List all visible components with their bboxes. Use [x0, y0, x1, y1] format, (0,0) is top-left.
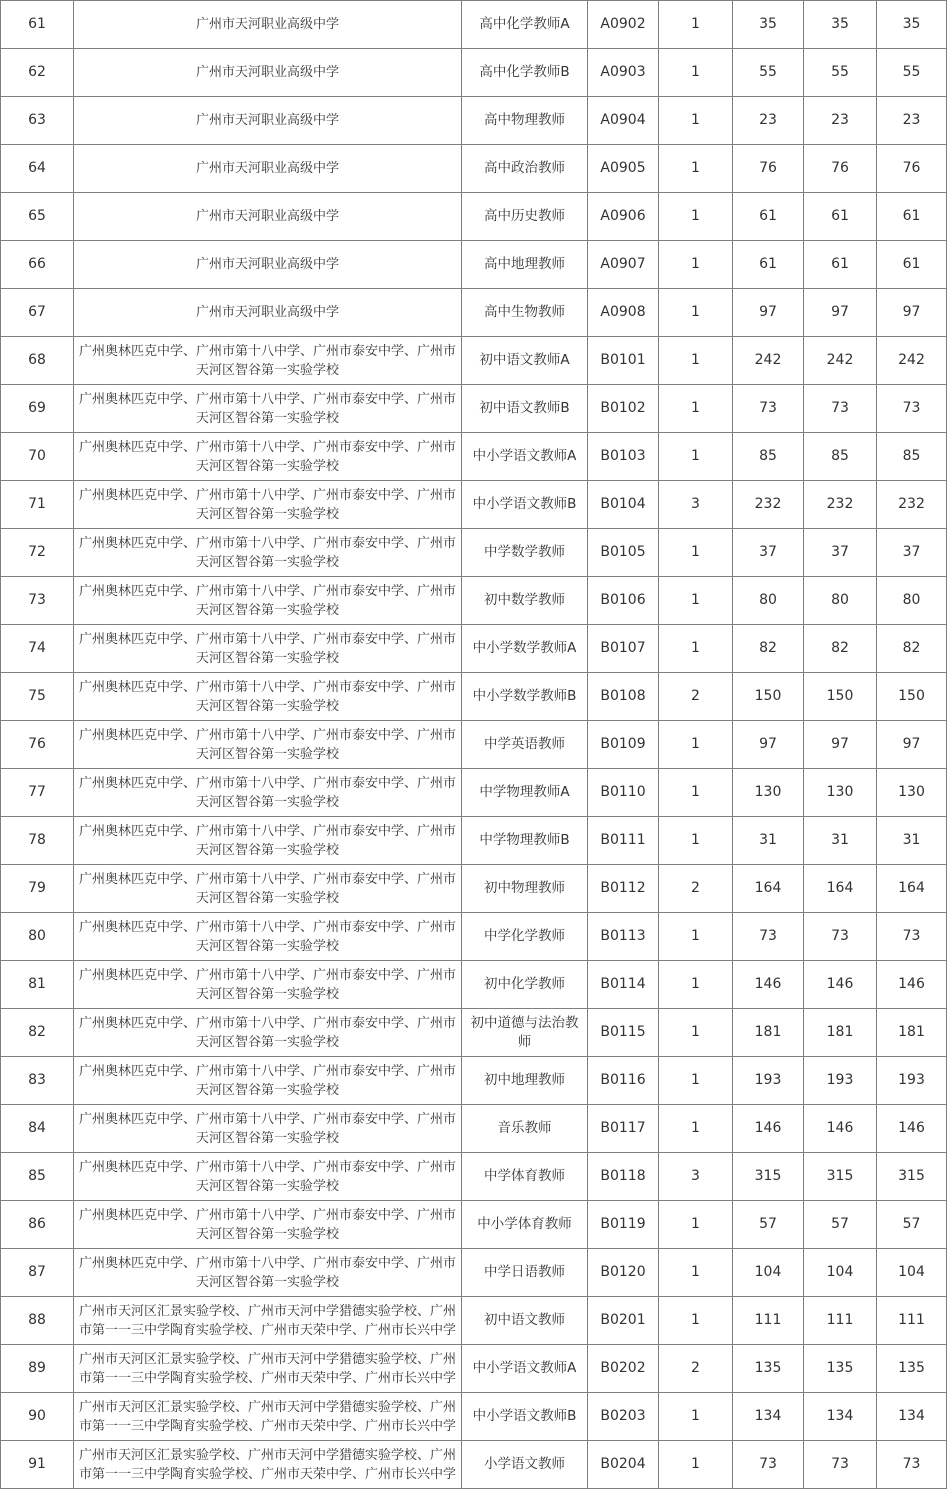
planned-count-cell: 1	[659, 1009, 733, 1057]
employer-unit-cell: 广州市天河职业高级中学	[74, 49, 462, 97]
count-column-1-cell: 23	[733, 97, 804, 145]
post-name-cell: 初中物理教师	[462, 865, 588, 913]
post-name-cell: 高中物理教师	[462, 97, 588, 145]
count-column-3-cell: 104	[877, 1249, 947, 1297]
post-code-cell: B0118	[588, 1153, 659, 1201]
post-name-cell: 高中化学教师B	[462, 49, 588, 97]
count-column-2-cell: 61	[804, 193, 877, 241]
post-name-cell: 中学数学教师	[462, 529, 588, 577]
post-code-cell: B0112	[588, 865, 659, 913]
count-column-2-cell: 181	[804, 1009, 877, 1057]
table-row	[1, 97, 947, 145]
post-code-cell: A0908	[588, 289, 659, 337]
count-column-3-cell: 164	[877, 865, 947, 913]
post-code-cell: A0905	[588, 145, 659, 193]
post-name-cell: 音乐教师	[462, 1105, 588, 1153]
count-column-1-cell: 146	[733, 961, 804, 1009]
post-code-cell: B0115	[588, 1009, 659, 1057]
count-column-2-cell: 85	[804, 433, 877, 481]
row-number-cell: 78	[1, 817, 74, 865]
count-column-2-cell: 193	[804, 1057, 877, 1105]
table-row	[1, 193, 947, 241]
count-column-2-cell: 146	[804, 961, 877, 1009]
count-column-2-cell: 76	[804, 145, 877, 193]
count-column-3-cell: 23	[877, 97, 947, 145]
planned-count-cell: 1	[659, 1249, 733, 1297]
count-column-3-cell: 76	[877, 145, 947, 193]
employer-unit-cell: 广州奥林匹克中学、广州市第十八中学、广州市泰安中学、广州市天河区智谷第一实验学校	[74, 769, 462, 817]
count-column-1-cell: 181	[733, 1009, 804, 1057]
post-code-cell: B0105	[588, 529, 659, 577]
row-number-cell: 63	[1, 97, 74, 145]
table-row	[1, 1297, 947, 1345]
row-number-cell: 88	[1, 1297, 74, 1345]
row-number-cell: 91	[1, 1441, 74, 1489]
planned-count-cell: 1	[659, 577, 733, 625]
table-row	[1, 1441, 947, 1489]
planned-count-cell: 2	[659, 673, 733, 721]
table-row	[1, 385, 947, 433]
table-row	[1, 577, 947, 625]
planned-count-cell: 1	[659, 769, 733, 817]
count-column-3-cell: 232	[877, 481, 947, 529]
post-code-cell: B0201	[588, 1297, 659, 1345]
planned-count-cell: 1	[659, 721, 733, 769]
count-column-1-cell: 76	[733, 145, 804, 193]
post-code-cell: B0108	[588, 673, 659, 721]
employer-unit-cell: 广州奥林匹克中学、广州市第十八中学、广州市泰安中学、广州市天河区智谷第一实验学校	[74, 1105, 462, 1153]
post-code-cell: A0904	[588, 97, 659, 145]
planned-count-cell: 3	[659, 1153, 733, 1201]
count-column-2-cell: 164	[804, 865, 877, 913]
post-name-cell: 中学英语教师	[462, 721, 588, 769]
row-number-cell: 69	[1, 385, 74, 433]
planned-count-cell: 1	[659, 529, 733, 577]
planned-count-cell: 1	[659, 1105, 733, 1153]
count-column-1-cell: 135	[733, 1345, 804, 1393]
table-row	[1, 1345, 947, 1393]
row-number-cell: 86	[1, 1201, 74, 1249]
planned-count-cell: 1	[659, 817, 733, 865]
count-column-1-cell: 31	[733, 817, 804, 865]
row-number-cell: 81	[1, 961, 74, 1009]
employer-unit-cell: 广州奥林匹克中学、广州市第十八中学、广州市泰安中学、广州市天河区智谷第一实验学校	[74, 481, 462, 529]
row-number-cell: 62	[1, 49, 74, 97]
employer-unit-cell: 广州市天河区汇景实验学校、广州市天河中学猎德实验学校、广州市第一一三中学陶育实验学校、广州市天荣中学、广州市长兴中学	[74, 1297, 462, 1345]
planned-count-cell: 1	[659, 433, 733, 481]
planned-count-cell: 3	[659, 481, 733, 529]
count-column-3-cell: 111	[877, 1297, 947, 1345]
post-name-cell: 中学体育教师	[462, 1153, 588, 1201]
count-column-1-cell: 61	[733, 241, 804, 289]
planned-count-cell: 2	[659, 1345, 733, 1393]
count-column-3-cell: 146	[877, 1105, 947, 1153]
post-name-cell: 初中数学教师	[462, 577, 588, 625]
post-name-cell: 小学语文教师	[462, 1441, 588, 1489]
employer-unit-cell: 广州奥林匹克中学、广州市第十八中学、广州市泰安中学、广州市天河区智谷第一实验学校	[74, 817, 462, 865]
count-column-3-cell: 135	[877, 1345, 947, 1393]
count-column-1-cell: 61	[733, 193, 804, 241]
employer-unit-cell: 广州市天河职业高级中学	[74, 97, 462, 145]
count-column-1-cell: 73	[733, 385, 804, 433]
row-number-cell: 76	[1, 721, 74, 769]
employer-unit-cell: 广州市天河职业高级中学	[74, 1, 462, 49]
employer-unit-cell: 广州奥林匹克中学、广州市第十八中学、广州市泰安中学、广州市天河区智谷第一实验学校	[74, 961, 462, 1009]
employer-unit-cell: 广州奥林匹克中学、广州市第十八中学、广州市泰安中学、广州市天河区智谷第一实验学校	[74, 721, 462, 769]
row-number-cell: 83	[1, 1057, 74, 1105]
count-column-2-cell: 104	[804, 1249, 877, 1297]
table-row	[1, 865, 947, 913]
row-number-cell: 66	[1, 241, 74, 289]
post-code-cell: A0902	[588, 1, 659, 49]
employer-unit-cell: 广州奥林匹克中学、广州市第十八中学、广州市泰安中学、广州市天河区智谷第一实验学校	[74, 673, 462, 721]
planned-count-cell: 1	[659, 241, 733, 289]
count-column-3-cell: 193	[877, 1057, 947, 1105]
post-code-cell: B0101	[588, 337, 659, 385]
count-column-3-cell: 37	[877, 529, 947, 577]
employer-unit-cell: 广州奥林匹克中学、广州市第十八中学、广州市泰安中学、广州市天河区智谷第一实验学校	[74, 433, 462, 481]
post-name-cell: 中学化学教师	[462, 913, 588, 961]
count-column-1-cell: 130	[733, 769, 804, 817]
post-code-cell: A0907	[588, 241, 659, 289]
count-column-3-cell: 85	[877, 433, 947, 481]
table-row	[1, 433, 947, 481]
planned-count-cell: 1	[659, 193, 733, 241]
table-row	[1, 1105, 947, 1153]
row-number-cell: 77	[1, 769, 74, 817]
employer-unit-cell: 广州奥林匹克中学、广州市第十八中学、广州市泰安中学、广州市天河区智谷第一实验学校	[74, 385, 462, 433]
post-code-cell: B0203	[588, 1393, 659, 1441]
count-column-1-cell: 134	[733, 1393, 804, 1441]
planned-count-cell: 1	[659, 1441, 733, 1489]
count-column-3-cell: 97	[877, 721, 947, 769]
count-column-2-cell: 97	[804, 289, 877, 337]
post-code-cell: B0102	[588, 385, 659, 433]
planned-count-cell: 1	[659, 961, 733, 1009]
table-row	[1, 1, 947, 49]
employer-unit-cell: 广州市天河职业高级中学	[74, 193, 462, 241]
count-column-1-cell: 111	[733, 1297, 804, 1345]
row-number-cell: 85	[1, 1153, 74, 1201]
count-column-3-cell: 134	[877, 1393, 947, 1441]
post-name-cell: 中小学数学教师A	[462, 625, 588, 673]
post-name-cell: 中小学语文教师A	[462, 433, 588, 481]
planned-count-cell: 1	[659, 97, 733, 145]
count-column-2-cell: 135	[804, 1345, 877, 1393]
row-number-cell: 80	[1, 913, 74, 961]
post-code-cell: B0104	[588, 481, 659, 529]
table-row	[1, 961, 947, 1009]
employer-unit-cell: 广州市天河职业高级中学	[74, 241, 462, 289]
post-code-cell: B0113	[588, 913, 659, 961]
post-name-cell: 中小学语文教师A	[462, 1345, 588, 1393]
count-column-2-cell: 82	[804, 625, 877, 673]
count-column-3-cell: 73	[877, 385, 947, 433]
employer-unit-cell: 广州奥林匹克中学、广州市第十八中学、广州市泰安中学、广州市天河区智谷第一实验学校	[74, 625, 462, 673]
table-row	[1, 1393, 947, 1441]
employer-unit-cell: 广州奥林匹克中学、广州市第十八中学、广州市泰安中学、广州市天河区智谷第一实验学校	[74, 1153, 462, 1201]
table-row	[1, 1009, 947, 1057]
count-column-3-cell: 242	[877, 337, 947, 385]
table-row	[1, 481, 947, 529]
count-column-1-cell: 164	[733, 865, 804, 913]
post-code-cell: B0202	[588, 1345, 659, 1393]
row-number-cell: 75	[1, 673, 74, 721]
table-row	[1, 1153, 947, 1201]
employer-unit-cell: 广州市天河区汇景实验学校、广州市天河中学猎德实验学校、广州市第一一三中学陶育实验学校、广州市天荣中学、广州市长兴中学	[74, 1441, 462, 1489]
count-column-2-cell: 232	[804, 481, 877, 529]
count-column-2-cell: 134	[804, 1393, 877, 1441]
post-code-cell: B0110	[588, 769, 659, 817]
table-row	[1, 625, 947, 673]
employer-unit-cell: 广州奥林匹克中学、广州市第十八中学、广州市泰安中学、广州市天河区智谷第一实验学校	[74, 1249, 462, 1297]
count-column-1-cell: 104	[733, 1249, 804, 1297]
post-name-cell: 中小学语文教师B	[462, 481, 588, 529]
post-code-cell: B0116	[588, 1057, 659, 1105]
count-column-2-cell: 73	[804, 913, 877, 961]
planned-count-cell: 1	[659, 1201, 733, 1249]
count-column-3-cell: 80	[877, 577, 947, 625]
row-number-cell: 70	[1, 433, 74, 481]
count-column-1-cell: 97	[733, 289, 804, 337]
count-column-3-cell: 73	[877, 913, 947, 961]
count-column-3-cell: 181	[877, 1009, 947, 1057]
count-column-1-cell: 35	[733, 1, 804, 49]
planned-count-cell: 1	[659, 1297, 733, 1345]
row-number-cell: 72	[1, 529, 74, 577]
count-column-1-cell: 57	[733, 1201, 804, 1249]
post-code-cell: A0906	[588, 193, 659, 241]
planned-count-cell: 2	[659, 865, 733, 913]
count-column-2-cell: 37	[804, 529, 877, 577]
post-name-cell: 高中生物教师	[462, 289, 588, 337]
planned-count-cell: 1	[659, 289, 733, 337]
post-code-cell: B0109	[588, 721, 659, 769]
employer-unit-cell: 广州奥林匹克中学、广州市第十八中学、广州市泰安中学、广州市天河区智谷第一实验学校	[74, 913, 462, 961]
row-number-cell: 90	[1, 1393, 74, 1441]
post-name-cell: 高中政治教师	[462, 145, 588, 193]
count-column-3-cell: 61	[877, 241, 947, 289]
count-column-2-cell: 55	[804, 49, 877, 97]
employer-unit-cell: 广州奥林匹克中学、广州市第十八中学、广州市泰安中学、广州市天河区智谷第一实验学校	[74, 1009, 462, 1057]
count-column-1-cell: 73	[733, 1441, 804, 1489]
post-name-cell: 中学日语教师	[462, 1249, 588, 1297]
planned-count-cell: 1	[659, 625, 733, 673]
post-name-cell: 中学物理教师A	[462, 769, 588, 817]
count-column-2-cell: 130	[804, 769, 877, 817]
planned-count-cell: 1	[659, 1393, 733, 1441]
post-name-cell: 中学物理教师B	[462, 817, 588, 865]
count-column-3-cell: 150	[877, 673, 947, 721]
table-row	[1, 817, 947, 865]
count-column-1-cell: 315	[733, 1153, 804, 1201]
planned-count-cell: 1	[659, 1057, 733, 1105]
count-column-1-cell: 82	[733, 625, 804, 673]
count-column-1-cell: 232	[733, 481, 804, 529]
row-number-cell: 73	[1, 577, 74, 625]
count-column-2-cell: 146	[804, 1105, 877, 1153]
row-number-cell: 64	[1, 145, 74, 193]
employer-unit-cell: 广州奥林匹克中学、广州市第十八中学、广州市泰安中学、广州市天河区智谷第一实验学校	[74, 1057, 462, 1105]
row-number-cell: 79	[1, 865, 74, 913]
count-column-2-cell: 61	[804, 241, 877, 289]
table-row	[1, 337, 947, 385]
count-column-3-cell: 61	[877, 193, 947, 241]
row-number-cell: 67	[1, 289, 74, 337]
post-name-cell: 初中化学教师	[462, 961, 588, 1009]
count-column-1-cell: 73	[733, 913, 804, 961]
post-name-cell: 中小学数学教师B	[462, 673, 588, 721]
employer-unit-cell: 广州市天河区汇景实验学校、广州市天河中学猎德实验学校、广州市第一一三中学陶育实验学校、广州市天荣中学、广州市长兴中学	[74, 1393, 462, 1441]
row-number-cell: 89	[1, 1345, 74, 1393]
count-column-2-cell: 73	[804, 1441, 877, 1489]
count-column-2-cell: 111	[804, 1297, 877, 1345]
table-row	[1, 49, 947, 97]
planned-count-cell: 1	[659, 337, 733, 385]
employer-unit-cell: 广州市天河职业高级中学	[74, 289, 462, 337]
table-row	[1, 145, 947, 193]
post-code-cell: B0103	[588, 433, 659, 481]
employer-unit-cell: 广州市天河区汇景实验学校、广州市天河中学猎德实验学校、广州市第一一三中学陶育实验学校、广州市天荣中学、广州市长兴中学	[74, 1345, 462, 1393]
post-name-cell: 初中语文教师A	[462, 337, 588, 385]
row-number-cell: 84	[1, 1105, 74, 1153]
employer-unit-cell: 广州奥林匹克中学、广州市第十八中学、广州市泰安中学、广州市天河区智谷第一实验学校	[74, 577, 462, 625]
count-column-1-cell: 242	[733, 337, 804, 385]
post-code-cell: B0120	[588, 1249, 659, 1297]
count-column-1-cell: 193	[733, 1057, 804, 1105]
count-column-2-cell: 23	[804, 97, 877, 145]
count-column-1-cell: 37	[733, 529, 804, 577]
count-column-2-cell: 73	[804, 385, 877, 433]
table-row	[1, 289, 947, 337]
table-row	[1, 769, 947, 817]
table-body	[1, 1, 947, 1489]
employer-unit-cell: 广州市天河职业高级中学	[74, 145, 462, 193]
count-column-1-cell: 80	[733, 577, 804, 625]
row-number-cell: 87	[1, 1249, 74, 1297]
count-column-3-cell: 97	[877, 289, 947, 337]
table-row	[1, 673, 947, 721]
count-column-1-cell: 150	[733, 673, 804, 721]
post-name-cell: 初中语文教师	[462, 1297, 588, 1345]
post-code-cell: B0106	[588, 577, 659, 625]
post-name-cell: 高中历史教师	[462, 193, 588, 241]
table-row	[1, 913, 947, 961]
count-column-2-cell: 35	[804, 1, 877, 49]
table-row	[1, 721, 947, 769]
count-column-3-cell: 130	[877, 769, 947, 817]
post-name-cell: 初中地理教师	[462, 1057, 588, 1105]
count-column-2-cell: 315	[804, 1153, 877, 1201]
count-column-1-cell: 55	[733, 49, 804, 97]
count-column-1-cell: 97	[733, 721, 804, 769]
employer-unit-cell: 广州奥林匹克中学、广州市第十八中学、广州市泰安中学、广州市天河区智谷第一实验学校	[74, 337, 462, 385]
post-code-cell: B0111	[588, 817, 659, 865]
count-column-3-cell: 31	[877, 817, 947, 865]
count-column-3-cell: 35	[877, 1, 947, 49]
count-column-3-cell: 57	[877, 1201, 947, 1249]
row-number-cell: 65	[1, 193, 74, 241]
table-row	[1, 1201, 947, 1249]
row-number-cell: 74	[1, 625, 74, 673]
post-code-cell: B0119	[588, 1201, 659, 1249]
post-code-cell: A0903	[588, 49, 659, 97]
count-column-3-cell: 315	[877, 1153, 947, 1201]
post-code-cell: B0204	[588, 1441, 659, 1489]
row-number-cell: 82	[1, 1009, 74, 1057]
planned-count-cell: 1	[659, 1, 733, 49]
row-number-cell: 68	[1, 337, 74, 385]
post-name-cell: 初中道德与法治教师	[462, 1009, 588, 1057]
post-code-cell: B0107	[588, 625, 659, 673]
table-row	[1, 1057, 947, 1105]
post-code-cell: B0114	[588, 961, 659, 1009]
count-column-2-cell: 80	[804, 577, 877, 625]
table-row	[1, 1249, 947, 1297]
post-name-cell: 中小学语文教师B	[462, 1393, 588, 1441]
row-number-cell: 71	[1, 481, 74, 529]
planned-count-cell: 1	[659, 145, 733, 193]
count-column-2-cell: 97	[804, 721, 877, 769]
count-column-3-cell: 55	[877, 49, 947, 97]
count-column-3-cell: 146	[877, 961, 947, 1009]
count-column-1-cell: 85	[733, 433, 804, 481]
count-column-2-cell: 150	[804, 673, 877, 721]
post-code-cell: B0117	[588, 1105, 659, 1153]
count-column-3-cell: 73	[877, 1441, 947, 1489]
planned-count-cell: 1	[659, 49, 733, 97]
post-name-cell: 初中语文教师B	[462, 385, 588, 433]
table-row	[1, 529, 947, 577]
count-column-2-cell: 57	[804, 1201, 877, 1249]
employer-unit-cell: 广州奥林匹克中学、广州市第十八中学、广州市泰安中学、广州市天河区智谷第一实验学校	[74, 529, 462, 577]
row-number-cell: 61	[1, 1, 74, 49]
table-row	[1, 241, 947, 289]
planned-count-cell: 1	[659, 385, 733, 433]
employer-unit-cell: 广州奥林匹克中学、广州市第十八中学、广州市泰安中学、广州市天河区智谷第一实验学校	[74, 865, 462, 913]
post-name-cell: 高中化学教师A	[462, 1, 588, 49]
count-column-2-cell: 31	[804, 817, 877, 865]
post-name-cell: 中小学体育教师	[462, 1201, 588, 1249]
count-column-1-cell: 146	[733, 1105, 804, 1153]
employer-unit-cell: 广州奥林匹克中学、广州市第十八中学、广州市泰安中学、广州市天河区智谷第一实验学校	[74, 1201, 462, 1249]
planned-count-cell: 1	[659, 913, 733, 961]
post-name-cell: 高中地理教师	[462, 241, 588, 289]
count-column-3-cell: 82	[877, 625, 947, 673]
count-column-2-cell: 242	[804, 337, 877, 385]
